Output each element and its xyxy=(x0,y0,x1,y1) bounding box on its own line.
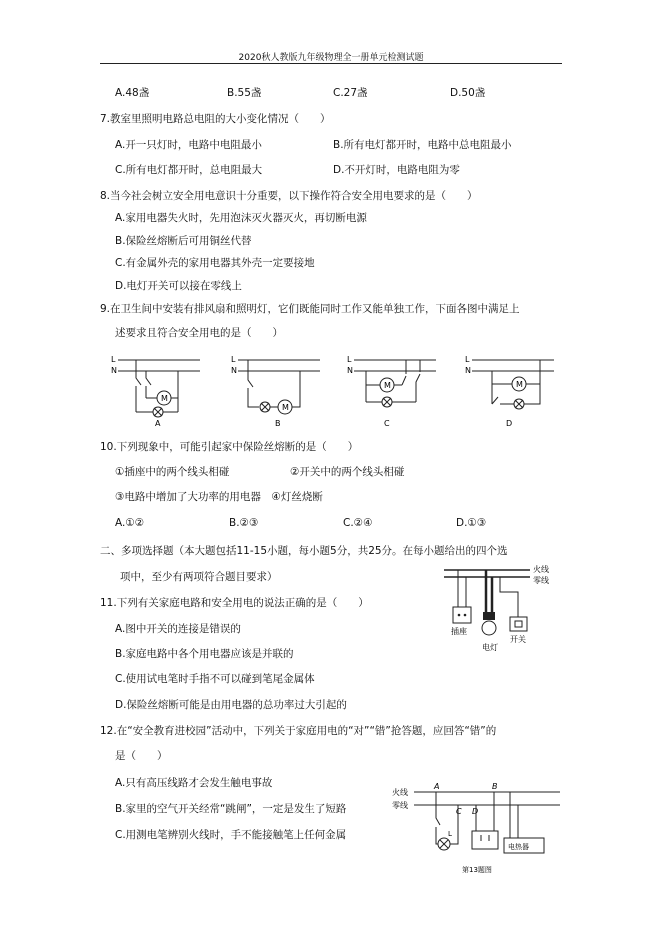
q8-option-d: D.电灯开关可以接在零线上 xyxy=(115,280,242,292)
neutral-wire-label: 零线 xyxy=(533,576,549,585)
motor-symbol: M xyxy=(161,394,168,403)
q11-option-b: B.家庭电路中各个用电器应该是并联的 xyxy=(115,648,294,660)
q11-option-c: C.使用试电笔时手指不可以碰到笔尾金属体 xyxy=(115,673,315,685)
q10-option-a: A.①② xyxy=(115,517,145,529)
q7-option-a: A.开一只灯时，电路中电阻最小 xyxy=(115,139,262,151)
q7-option-d: D.不开灯时，电路电阻为零 xyxy=(333,164,460,176)
lamp-holder-icon xyxy=(483,612,495,620)
section2-heading-line2: 项中，至少有两项符合题目要求） xyxy=(120,571,278,583)
q6-option-c: C.27盏 xyxy=(333,87,368,99)
q8-option-a: A.家用电器失火时，先用泡沫灭火器灭火，再切断电源 xyxy=(115,212,367,224)
diagram-label-c: C xyxy=(384,419,390,428)
lamp-label: 电灯 xyxy=(482,643,498,652)
q10-stem: 10.下列现象中，可能引起家中保险丝熔断的是（ ） xyxy=(100,441,359,453)
header-rule xyxy=(100,63,562,64)
q8-stem: 8.当今社会树立安全用电意识十分重要，以下操作符合安全用电要求的是（ ） xyxy=(100,190,478,202)
q9-circuit-b xyxy=(228,352,323,428)
q6-option-d: D.50盏 xyxy=(450,87,486,99)
motor-symbol: M xyxy=(282,403,289,412)
switch-label: 开关 xyxy=(510,635,526,644)
q6-option-a: A.48盏 xyxy=(115,87,150,99)
switch-icon xyxy=(510,617,527,631)
q8-option-b: B.保险丝熔断后可用铜丝代替 xyxy=(115,235,252,247)
wire-label-n: N xyxy=(347,366,353,375)
q8-option-c: C.有金属外壳的家用电器其外壳一定要接地 xyxy=(115,257,315,269)
figure-caption: 第13题图 xyxy=(462,866,492,874)
lamp-label: L xyxy=(448,830,452,838)
socket-icon xyxy=(472,831,498,849)
q9-circuit-d xyxy=(462,352,557,428)
wire-label-n: N xyxy=(465,366,471,375)
section2-heading-line1: 二、多项选择题（本大题包括11-15小题，每小题5分，共25分。在每小题给出的四个选 xyxy=(100,545,508,557)
q12-option-b: B.家里的空气开关经常“跳闸”，一定是发生了短路 xyxy=(115,803,347,815)
q7-stem: 7.教室里照明电路总电阻的大小变化情况（ ） xyxy=(100,113,331,125)
q10-item-2: ②开关中的两个线头相碰 xyxy=(290,466,405,478)
q10-item-1: ①插座中的两个线头相碰 xyxy=(115,466,230,478)
q10-items-3-4: ③电路中增加了大功率的用电器 ④灯丝烧断 xyxy=(115,491,323,503)
q9-circuit-c xyxy=(344,352,439,428)
live-wire-label: 火线 xyxy=(533,565,549,574)
wire-label-l: L xyxy=(231,355,236,364)
q12-option-c: C.用测电笔辨别火线时，手不能接触笔上任何金属 xyxy=(115,829,347,841)
point-d-label: D xyxy=(472,807,479,816)
live-wire-label: 火线 xyxy=(392,788,408,797)
motor-symbol: M xyxy=(516,380,523,389)
wire-label-l: L xyxy=(111,355,116,364)
q11-option-a: A.图中开关的连接是错误的 xyxy=(115,623,241,635)
q12-option-a: A.只有高压线路才会发生触电事故 xyxy=(115,777,273,789)
lamp-icon xyxy=(482,621,496,635)
q9-stem-line1: 9.在卫生间中安装有排风扇和照明灯，它们既能同时工作又能单独工作，下面各图中满足上 xyxy=(100,303,520,315)
wire-label-l: L xyxy=(347,355,352,364)
q9-circuit-a xyxy=(108,352,203,428)
q10-option-c: C.②④ xyxy=(343,517,373,529)
q10-option-b: B.②③ xyxy=(229,517,259,529)
diagram-label-a: A xyxy=(155,419,161,428)
q7-option-b: B.所有电灯都开时，电路中总电阻最小 xyxy=(333,139,512,151)
socket-label: 插座 xyxy=(451,627,467,636)
wire-label-n: N xyxy=(111,366,117,375)
q12-stem-line2: 是（ ） xyxy=(115,750,168,762)
wire-label-n: N xyxy=(231,366,237,375)
diagram-label-d: D xyxy=(506,419,513,428)
wire-label-l: L xyxy=(465,355,470,364)
page-header: 2020秋人教版九年级物理全一册单元检测试题 xyxy=(238,53,424,63)
socket-icon xyxy=(453,607,471,623)
point-a-label: A xyxy=(434,782,440,791)
neutral-wire-label: 零线 xyxy=(392,801,408,810)
point-b-label: B xyxy=(492,782,498,791)
q9-stem-line2: 述要求且符合安全用电的是（ ） xyxy=(115,327,283,339)
q11-wiring-figure xyxy=(440,562,565,662)
q10-option-d: D.①③ xyxy=(456,517,487,529)
q12-stem-line1: 12.在“安全教育进校园”活动中，下列关于家庭用电的“对”“错”抢答题，应回答“错”的 xyxy=(100,725,497,737)
q6-option-b: B.55盏 xyxy=(227,87,262,99)
heater-label: 电热器 xyxy=(508,843,529,851)
q11-option-d: D.保险丝熔断可能是由用电器的总功率过大引起的 xyxy=(115,699,347,711)
diagram-label-b: B xyxy=(275,419,281,428)
point-c-label: C xyxy=(456,807,462,816)
motor-symbol: M xyxy=(384,381,391,390)
q12-circuit-figure xyxy=(392,783,562,878)
q7-option-c: C.所有电灯都开时，总电阻最大 xyxy=(115,164,263,176)
q11-stem: 11.下列有关家庭电路和安全用电的说法正确的是（ ） xyxy=(100,597,369,609)
